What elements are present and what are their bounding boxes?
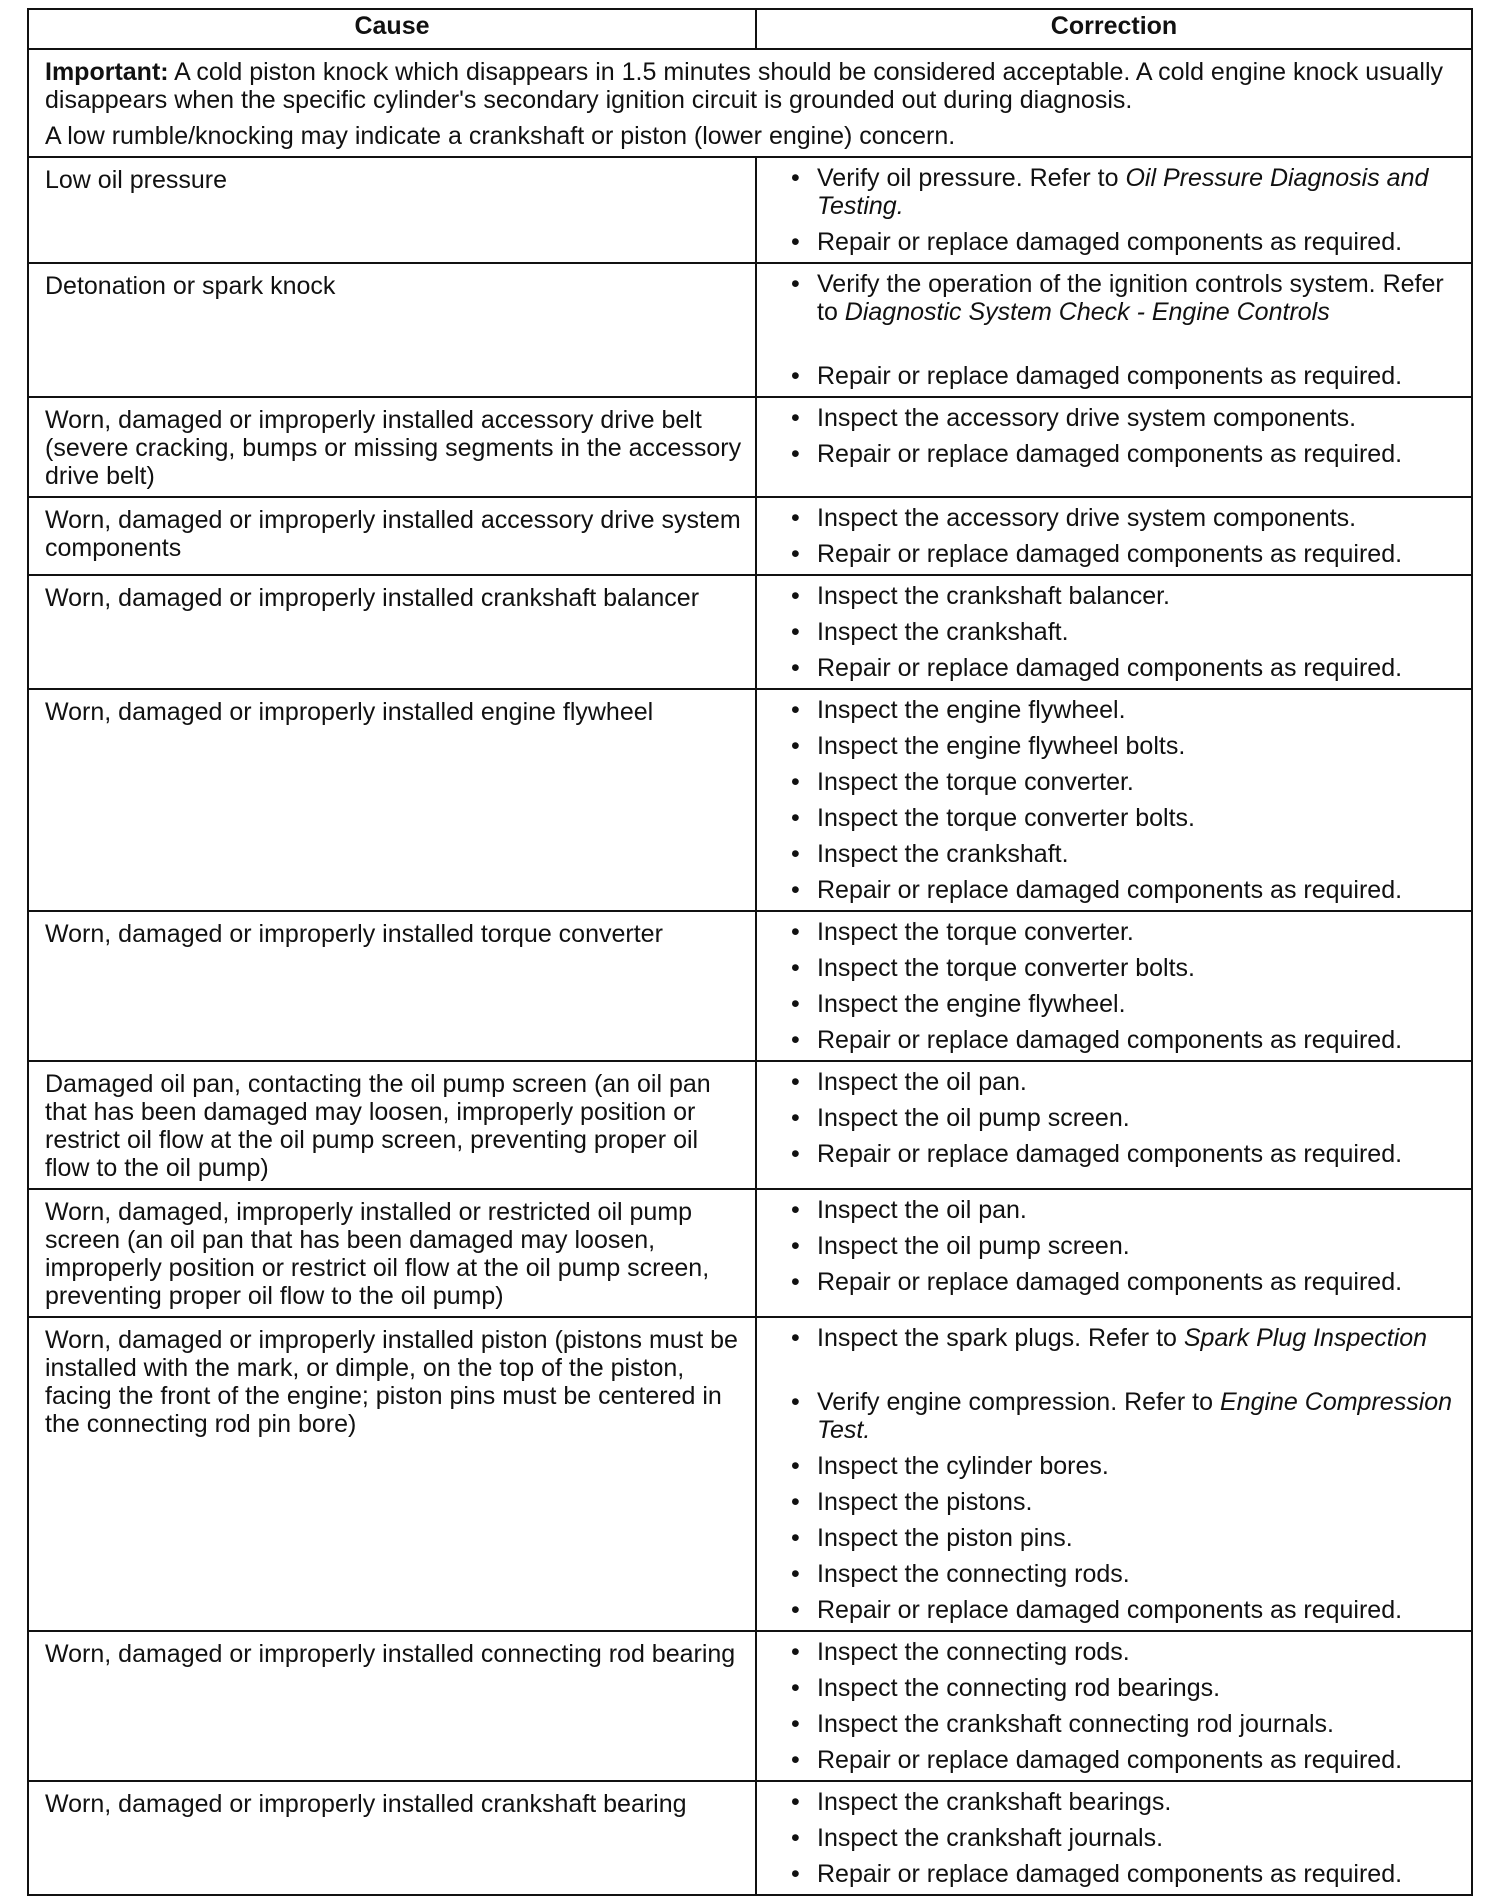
correction-item — [787, 1452, 1467, 1480]
correction-item — [787, 1268, 1467, 1296]
correction-cell — [756, 1061, 1472, 1189]
bullet-icon: • — [791, 1452, 800, 1480]
bullet-icon: • — [791, 1488, 800, 1516]
correction-text: Repair or replace damaged components as required. — [817, 1140, 1403, 1168]
bullet-icon: • — [791, 440, 800, 468]
bullet-icon: • — [791, 228, 800, 256]
correction-item — [787, 918, 1467, 946]
cause-cell: Worn, damaged or improperly installed accessory drive belt (severe cracking, bumps or missing segments in the accessory drive belt) — [28, 397, 756, 497]
important-note — [28, 49, 1472, 157]
reference-link-text: Engine Compression Test. — [817, 1388, 1453, 1444]
cause-cell: Worn, damaged, improperly installed or restricted oil pump screen (an oil pan that has been damaged may loosen, improperly position or restrict oil flow at the oil pump screen, preventing proper oil flow to the oil pump) — [28, 1189, 756, 1317]
correction-text: Inspect the spark plugs. Refer to — [817, 1324, 1184, 1352]
correction-item — [787, 1524, 1467, 1552]
table-row — [28, 1317, 1472, 1631]
cause-cell: Worn, damaged or improperly installed connecting rod bearing — [28, 1631, 756, 1781]
correction-item — [787, 440, 1467, 468]
bullet-icon: • — [791, 804, 800, 832]
correction-text: Inspect the torque converter. — [817, 768, 1134, 796]
bullet-icon: • — [791, 696, 800, 724]
correction-text: Inspect the engine flywheel. — [817, 696, 1126, 724]
bullet-icon: • — [791, 1674, 800, 1702]
bullet-icon: • — [791, 840, 800, 868]
bullet-icon: • — [791, 1560, 800, 1588]
correction-item — [787, 768, 1467, 796]
correction-item — [787, 582, 1467, 610]
cause-cell: Low oil pressure — [28, 157, 756, 263]
correction-cell — [756, 1631, 1472, 1781]
correction-text: Verify the operation of the ignition controls system. Refer to — [817, 270, 1444, 326]
cause-cell: Worn, damaged or improperly installed torque converter — [28, 911, 756, 1061]
bullet-icon: • — [791, 1746, 800, 1774]
correction-text: Inspect the torque converter bolts. — [817, 804, 1195, 832]
correction-item — [787, 1324, 1467, 1352]
bullet-icon: • — [791, 1638, 800, 1666]
table-row — [28, 575, 1472, 689]
reference-link-text: Oil Pressure Diagnosis and Testing. — [817, 164, 1429, 220]
correction-item — [787, 732, 1467, 760]
cause-cell: Worn, damaged or improperly installed crankshaft balancer — [28, 575, 756, 689]
important-text: A cold piston knock which disappears in 1.5 minutes should be considered acceptable. A cold engine knock usually disappears when the specific cylinder's secondary ignition circuit is grounded out during diagnosis. — [45, 58, 1444, 114]
correction-cell — [756, 1189, 1472, 1317]
bullet-icon: • — [791, 876, 800, 904]
bullet-icon: • — [791, 404, 800, 432]
correction-text: Inspect the engine flywheel bolts. — [817, 732, 1186, 760]
correction-item — [787, 618, 1467, 646]
correction-item — [787, 990, 1467, 1018]
correction-cell — [756, 263, 1472, 397]
table-row — [28, 1781, 1472, 1895]
bullet-icon: • — [791, 1196, 800, 1224]
correction-item — [787, 504, 1467, 532]
correction-text: Inspect the torque converter bolts. — [817, 954, 1195, 982]
correction-item — [787, 1824, 1467, 1852]
correction-list — [787, 164, 1467, 256]
bullet-icon: • — [791, 990, 800, 1018]
correction-cell — [756, 397, 1472, 497]
correction-item — [787, 404, 1467, 432]
correction-item — [787, 270, 1467, 326]
correction-text: Repair or replace damaged components as required. — [817, 540, 1403, 568]
correction-item — [787, 1674, 1467, 1702]
bullet-icon: • — [791, 1068, 800, 1096]
important-label: Important: — [45, 58, 169, 86]
correction-header: Correction — [756, 9, 1472, 49]
correction-text: Inspect the crankshaft. — [817, 840, 1069, 868]
bullet-icon: • — [791, 504, 800, 532]
bullet-icon: • — [791, 164, 800, 192]
correction-list — [787, 582, 1467, 682]
cause-cell: Worn, damaged or improperly installed piston (pistons must be installed with the mark, or dimple, on the top of the piston, facing the front of the engine; piston pins must be centered in the connecting rod pin bore) — [28, 1317, 756, 1631]
correction-item — [787, 954, 1467, 982]
correction-text: Repair or replace damaged components as required. — [817, 654, 1403, 682]
correction-item — [787, 1196, 1467, 1224]
correction-text: Inspect the pistons. — [817, 1488, 1033, 1516]
correction-text: Repair or replace damaged components as required. — [817, 1860, 1403, 1888]
correction-text: Repair or replace damaged components as required. — [817, 1746, 1403, 1774]
correction-list — [787, 270, 1467, 390]
bullet-icon: • — [791, 1324, 800, 1352]
cause-header: Cause — [28, 9, 756, 49]
bullet-icon: • — [791, 1710, 800, 1738]
table-row — [28, 263, 1472, 397]
correction-cell — [756, 157, 1472, 263]
correction-text: Repair or replace damaged components as required. — [817, 440, 1403, 468]
correction-item — [787, 1788, 1467, 1816]
important-note-row — [28, 49, 1472, 157]
correction-item — [787, 164, 1467, 220]
correction-cell — [756, 1317, 1472, 1631]
correction-text: Inspect the accessory drive system components. — [817, 404, 1357, 432]
bullet-icon: • — [791, 582, 800, 610]
correction-text: Inspect the engine flywheel. — [817, 990, 1126, 1018]
table-body — [28, 49, 1472, 1895]
bullet-icon: • — [791, 1860, 800, 1888]
correction-item — [787, 1232, 1467, 1260]
correction-list — [787, 1196, 1467, 1296]
correction-cell — [756, 575, 1472, 689]
bullet-icon: • — [791, 1596, 800, 1624]
correction-list — [787, 1638, 1467, 1774]
correction-item — [787, 654, 1467, 682]
table-row — [28, 689, 1472, 911]
correction-text: Inspect the crankshaft connecting rod journals. — [817, 1710, 1334, 1738]
table-row — [28, 1189, 1472, 1317]
important-paragraph-2: A low rumble/knocking may indicate a crankshaft or piston (lower engine) concern. — [45, 122, 956, 150]
bullet-icon: • — [791, 1026, 800, 1054]
important-paragraph — [45, 58, 1461, 114]
correction-text: Repair or replace damaged components as required. — [817, 1596, 1403, 1624]
correction-list — [787, 1788, 1467, 1888]
correction-list — [787, 504, 1467, 568]
correction-item — [787, 228, 1467, 256]
cause-cell: Damaged oil pan, contacting the oil pump screen (an oil pan that has been damaged may loosen, improperly position or restrict oil flow at the oil pump screen, preventing proper oil flow to the oil pump) — [28, 1061, 756, 1189]
correction-text: Inspect the oil pan. — [817, 1196, 1027, 1224]
cause-cell: Worn, damaged or improperly installed accessory drive system components — [28, 497, 756, 575]
correction-text: Repair or replace damaged components as required. — [817, 228, 1403, 256]
diagnostic-document — [27, 8, 1471, 1896]
correction-text: Inspect the crankshaft bearings. — [817, 1788, 1172, 1816]
correction-list — [787, 404, 1467, 468]
correction-cell — [756, 1781, 1472, 1895]
bullet-icon: • — [791, 362, 800, 390]
correction-text: Inspect the oil pump screen. — [817, 1104, 1130, 1132]
correction-cell — [756, 497, 1472, 575]
bullet-icon: • — [791, 1232, 800, 1260]
bullet-icon: • — [791, 1140, 800, 1168]
bullet-icon: • — [791, 1388, 800, 1416]
bullet-icon: • — [791, 1268, 800, 1296]
correction-cell — [756, 911, 1472, 1061]
correction-text: Inspect the connecting rod bearings. — [817, 1674, 1221, 1702]
correction-item — [787, 1560, 1467, 1588]
table-row — [28, 911, 1472, 1061]
correction-item — [787, 1638, 1467, 1666]
correction-text: Inspect the crankshaft. — [817, 618, 1069, 646]
bullet-icon: • — [791, 540, 800, 568]
correction-text: Repair or replace damaged components as required. — [817, 1026, 1403, 1054]
table-row — [28, 497, 1472, 575]
correction-list — [787, 918, 1467, 1054]
correction-text: Repair or replace damaged components as required. — [817, 1268, 1403, 1296]
correction-text: Inspect the piston pins. — [817, 1524, 1073, 1552]
header-row — [28, 9, 1472, 49]
correction-item — [787, 1104, 1467, 1132]
correction-item — [787, 540, 1467, 568]
correction-item — [787, 1860, 1467, 1888]
correction-item — [787, 840, 1467, 868]
table-row — [28, 1061, 1472, 1189]
bullet-icon: • — [791, 732, 800, 760]
correction-text: Repair or replace damaged components as required. — [817, 362, 1403, 390]
bullet-icon: • — [791, 768, 800, 796]
table-row — [28, 397, 1472, 497]
cause-cell: Worn, damaged or improperly installed crankshaft bearing — [28, 1781, 756, 1895]
correction-cell — [756, 689, 1472, 911]
bullet-icon: • — [791, 918, 800, 946]
table-row — [28, 157, 1472, 263]
correction-text: Verify oil pressure. Refer to — [817, 164, 1126, 192]
correction-item — [787, 362, 1467, 390]
cause-correction-table — [27, 8, 1473, 1896]
correction-text: Inspect the accessory drive system components. — [817, 504, 1357, 532]
bullet-icon: • — [791, 1524, 800, 1552]
cause-cell: Detonation or spark knock — [28, 263, 756, 397]
correction-item — [787, 1388, 1467, 1444]
bullet-icon: • — [791, 654, 800, 682]
bullet-icon: • — [791, 954, 800, 982]
correction-text: Inspect the torque converter. — [817, 918, 1134, 946]
bullet-icon: • — [791, 1824, 800, 1852]
correction-item — [787, 1488, 1467, 1516]
reference-link-text: Spark Plug Inspection — [1183, 1324, 1428, 1352]
correction-text: Inspect the connecting rods. — [817, 1560, 1130, 1588]
cause-cell: Worn, damaged or improperly installed engine flywheel — [28, 689, 756, 911]
correction-item — [787, 1140, 1467, 1168]
correction-item — [787, 1746, 1467, 1774]
correction-item — [787, 876, 1467, 904]
correction-list — [787, 696, 1467, 904]
correction-text: Inspect the oil pump screen. — [817, 1232, 1130, 1260]
correction-text: Inspect the cylinder bores. — [817, 1452, 1109, 1480]
bullet-icon: • — [791, 618, 800, 646]
bullet-icon: • — [791, 1104, 800, 1132]
correction-text: Verify engine compression. Refer to — [817, 1388, 1220, 1416]
correction-text: Inspect the oil pan. — [817, 1068, 1027, 1096]
correction-item — [787, 696, 1467, 724]
correction-item — [787, 1026, 1467, 1054]
bullet-icon: • — [791, 270, 800, 298]
correction-text: Inspect the crankshaft balancer. — [817, 582, 1170, 610]
correction-text: Inspect the crankshaft journals. — [817, 1824, 1164, 1852]
correction-item — [787, 1596, 1467, 1624]
correction-list — [787, 1068, 1467, 1168]
correction-item — [787, 1710, 1467, 1738]
reference-link-text: Diagnostic System Check - Engine Controls — [844, 298, 1330, 326]
correction-list — [787, 1324, 1467, 1624]
correction-text: Inspect the connecting rods. — [817, 1638, 1130, 1666]
correction-text: Repair or replace damaged components as required. — [817, 876, 1403, 904]
correction-item — [787, 804, 1467, 832]
table-row — [28, 1631, 1472, 1781]
correction-item — [787, 1068, 1467, 1096]
bullet-icon: • — [791, 1788, 800, 1816]
